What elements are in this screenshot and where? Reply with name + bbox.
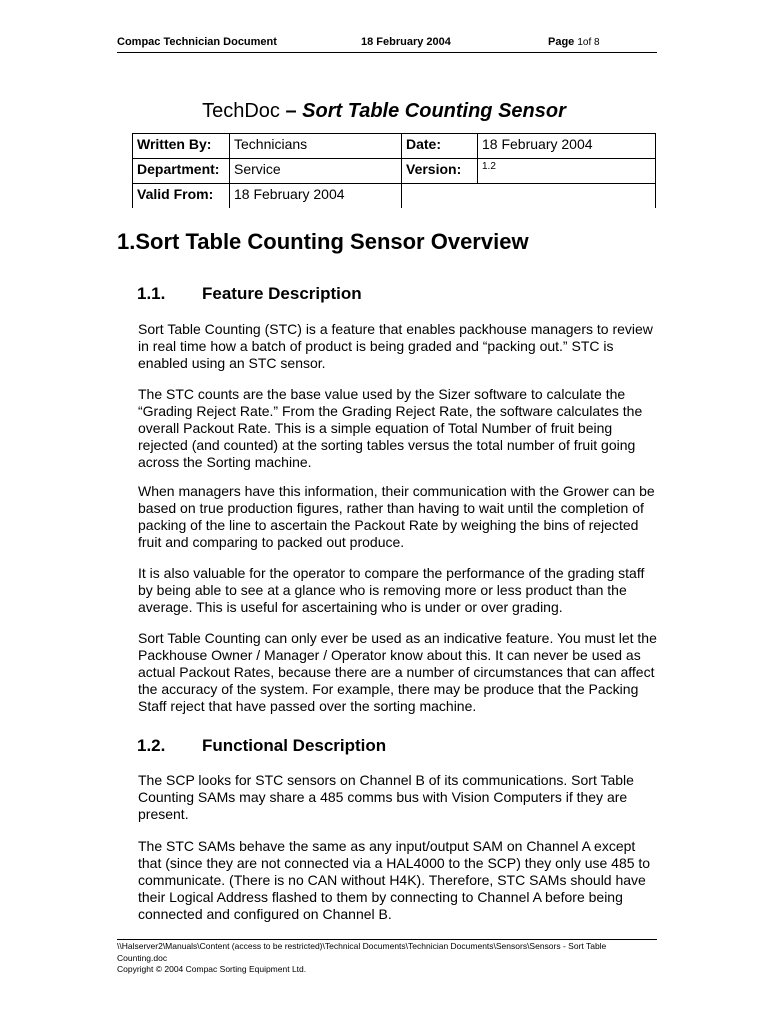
valid-from-value: 18 February 2004 bbox=[230, 184, 402, 209]
title-subtitle: Sort Table Counting Sensor bbox=[302, 100, 566, 122]
document-info-table bbox=[132, 133, 656, 208]
info-row bbox=[133, 134, 656, 159]
info-row bbox=[133, 184, 656, 209]
document-title bbox=[0, 100, 768, 123]
title-dash: – bbox=[279, 100, 303, 122]
footer-path: \\Halserver2\Manuals\Content (access to be restricted)\Technical Documents\Technician Documents\Sensors\Sensors - Sort Table Counting.doc bbox=[117, 941, 607, 963]
department-value: Service bbox=[230, 159, 402, 184]
date-value: 18 February 2004 bbox=[478, 134, 656, 159]
version-value: 1.2 bbox=[478, 159, 656, 184]
paragraph: Sort Table Counting (STC) is a feature that enables packhouse managers to review in real time how a batch of product is being graded and “packing out.” STC is enabled using an STC sensor. bbox=[138, 321, 653, 371]
info-empty-cell bbox=[402, 184, 656, 209]
section-1-heading: 1.Sort Table Counting Sensor Overview bbox=[117, 229, 529, 254]
section-1-2-number: 1.2. bbox=[137, 736, 166, 755]
date-label: Date: bbox=[402, 134, 478, 159]
info-row bbox=[133, 159, 656, 184]
written-by-label: Written By: bbox=[133, 134, 230, 159]
paragraph: The SCP looks for STC sensors on Channel B of its communications. Sort Table Counting SAMs may share a 485 comms bus with Vision Computers if they are present. bbox=[138, 772, 634, 822]
paragraph: The STC SAMs behave the same as any input/output SAM on Channel A except that (since they are not connected via a HAL4000 to the SCP) they only use 485 to communicate. (There is no CAN without H4K). Therefore, STC SAMs should have their Logical Address flashed to them by connecting to Channel A before being connected and configured on Channel B. bbox=[138, 838, 651, 922]
page-footer bbox=[117, 939, 657, 976]
footer-copyright: Copyright © 2004 Compac Sorting Equipment Ltd. bbox=[117, 964, 307, 974]
section-1-2-heading bbox=[137, 736, 386, 756]
section-1-2-title: Functional Description bbox=[202, 736, 387, 755]
paragraph: The STC counts are the base value used by the Sizer software to calculate the “Grading Reject Rate.” From the Grading Reject Rate, the software calculates the overall Packout Rate. This is a simple equation of Total Number of fruit being rejected (and counted) at the sorting tables versus the total number of fruit going across the Sorting machine. bbox=[138, 386, 643, 470]
section-1-1-title: Feature Description bbox=[202, 284, 362, 303]
header-page bbox=[548, 36, 600, 48]
header-page-number: 1of 8 bbox=[577, 37, 600, 48]
written-by-value: Technicians bbox=[230, 134, 402, 159]
header-page-label: Page bbox=[548, 36, 578, 48]
valid-from-label: Valid From: bbox=[133, 184, 230, 209]
title-main: TechDoc bbox=[202, 100, 280, 122]
section-1-1-number: 1.1. bbox=[137, 284, 166, 303]
version-label: Version: bbox=[402, 159, 478, 184]
paragraph: When managers have this information, their communication with the Grower can be based on true production figures, rather than having to wait until the completion of packing of the line to ascertain the Packout Rate by weighing the bins of rejected fruit and comparing to packed out produce. bbox=[138, 483, 655, 550]
section-1-1-heading bbox=[137, 284, 362, 304]
header-doc-type: Compac Technician Document bbox=[117, 36, 277, 48]
department-label: Department: bbox=[133, 159, 230, 184]
page-header bbox=[117, 36, 657, 53]
paragraph: Sort Table Counting can only ever be used as an indicative feature. You must let the Packhouse Owner / Manager / Operator know about this. It can never be used as actual Packout Rates, because there are a number of circumstances that can affect the accuracy of the system. For example, there may be produce that the Packing Staff reject that have passed over the sorting machine. bbox=[138, 630, 657, 714]
header-date: 18 February 2004 bbox=[361, 36, 451, 48]
paragraph: It is also valuable for the operator to compare the performance of the grading staff by being able to see at a glance who is removing more or less product than the average. This is useful for ascertaining who is under or over grading. bbox=[138, 565, 645, 615]
